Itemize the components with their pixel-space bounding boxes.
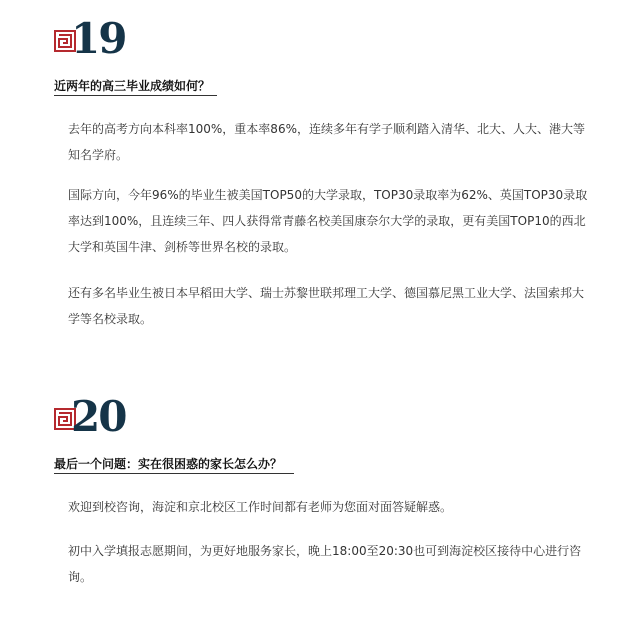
- section-number: 19: [71, 14, 126, 63]
- question-underline: [54, 473, 294, 474]
- paragraph: 欢迎到校咨询，海淀和京北校区工作时间都有老师为您面对面答疑解惑。: [68, 500, 453, 514]
- paragraph: 还有多名毕业生被日本早稻田大学、瑞士苏黎世联邦理工大学、德国慕尼黑工业大学、法国索邦大学等名校录取。: [68, 286, 585, 326]
- section-question: 最后一个问题：实在很困惑的家长怎么办？: [54, 457, 283, 471]
- paragraph: 国际方向，今年96%的毕业生被美国TOP50的大学录取，TOP30录取率为62%、英国TOP30录取率达到100%，且连续三年、四人获得常青藤名校美国康奈尔大学的录取，更有美国TOP10的西北大学和英国牛津、剑桥等世界名校的录取。: [68, 188, 588, 254]
- paragraph: 初中入学填报志愿期间，为更好地服务家长，晚上18:00至20:30也可到海淀校区接待中心进行咨询。: [68, 544, 582, 584]
- section-number: 20: [71, 392, 126, 441]
- section-question: 近两年的高三毕业成绩如何？: [54, 79, 211, 93]
- paragraph: 去年的高考方向本科率100%，重本率86%，连续多年有学子顺利踏入清华、北大、人大、港大等知名学府。: [68, 122, 585, 162]
- question-underline: [54, 95, 217, 96]
